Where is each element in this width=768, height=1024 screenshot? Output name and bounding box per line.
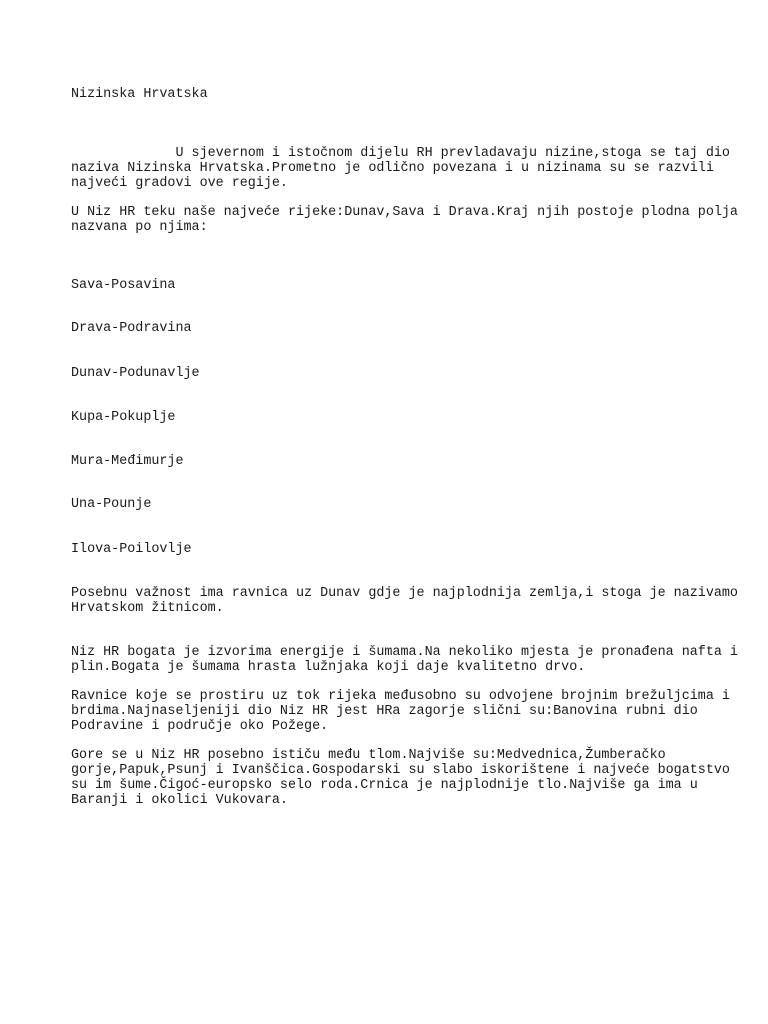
zitnica-paragraph [71, 586, 738, 616]
region-item: Dunav-Podunavlje [71, 366, 200, 381]
paragraph-line: Podravine i područje oko Požege. [71, 719, 329, 734]
region-item: Una-Pounje [71, 497, 152, 512]
paragraph-line: Hrvatskom žitnicom. [71, 601, 224, 616]
intro-paragraph [71, 146, 730, 191]
paragraph-line: U Niz HR teku naše najveće rijeke:Dunav,Sava i Drava.Kraj njih postoje plodna polja [71, 205, 738, 220]
paragraph-line: U sjevernom i istočnom dijelu RH prevladavaju nizine,stoga se taj dio [71, 146, 730, 161]
mountains-paragraph [71, 748, 730, 808]
paragraph-line: nazvana po njima: [71, 220, 208, 235]
paragraph-line: Posebnu važnost ima ravnica uz Dunav gdje je najplodnija zemlja,i stoga je nazivamo [71, 586, 738, 601]
energy-paragraph [71, 645, 738, 675]
paragraph-line: Gore se u Niz HR posebno ističu među tlom.Najviše su:Medvednica,Žumberačko [71, 748, 666, 763]
document-title: Nizinska Hrvatska [71, 87, 208, 102]
rivers-paragraph [71, 205, 738, 235]
paragraph-line: su im šume.Čigoć-europsko selo roda.Crnica je najplodnije tlo.Najviše ga ima u [71, 778, 698, 793]
paragraph-line: plin.Bogata je šumama hrasta lužnjaka koji daje kvalitetno drvo. [71, 660, 586, 675]
paragraph-line: naziva Nizinska Hrvatska.Prometno je odlično povezana i u nizinama su se razvili [71, 161, 714, 176]
hills-paragraph [71, 689, 730, 734]
paragraph-line: Ravnice koje se prostiru uz tok rijeka međusobno su odvojene brojnim brežuljcima i [71, 689, 730, 704]
region-item: Sava-Posavina [71, 278, 176, 293]
paragraph-line: Niz HR bogata je izvorima energije i šumama.Na nekoliko mjesta je pronađena nafta i [71, 645, 738, 660]
region-item: Kupa-Pokuplje [71, 410, 176, 425]
region-item: Ilova-Poilovlje [71, 542, 192, 557]
paragraph-line: gorje,Papuk,Psunj i Ivanščica.Gospodarski su slabo iskorištene i najveće bogatstvo [71, 763, 730, 778]
paragraph-line: Baranji i okolici Vukovara. [71, 793, 288, 808]
region-item: Drava-Podravina [71, 321, 192, 336]
region-item: Mura-Međimurje [71, 454, 184, 469]
paragraph-line: najveći gradovi ove regije. [71, 176, 288, 191]
paragraph-line: brdima.Najnaseljeniji dio Niz HR jest HRa zagorje slični su:Banovina rubni dio [71, 704, 698, 719]
